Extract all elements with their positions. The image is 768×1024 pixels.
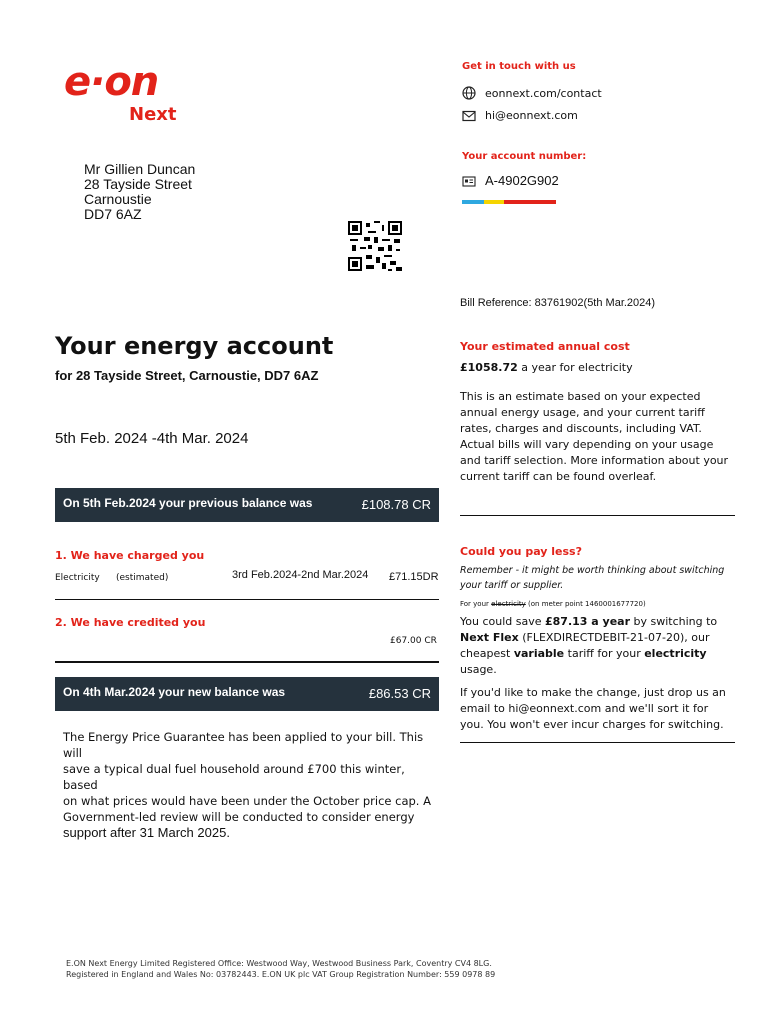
customer-name: Mr Gillien Duncan bbox=[84, 161, 196, 177]
remember-note bbox=[460, 563, 738, 593]
meter-suffix: (on meter point 1460001677720) bbox=[525, 600, 646, 608]
epg-note bbox=[63, 729, 435, 841]
footer-line: E.ON Next Energy Limited Registered Office: Westwood Way, Westwood Business Park, Coventry CV4 8LG. bbox=[66, 959, 492, 968]
annual-cost-amount: £1058.72 bbox=[460, 361, 518, 374]
footer-line: Registered in England and Wales No: 03782443. E.ON UK plc VAT Group Registration Number: 559 0978 89 bbox=[66, 970, 496, 979]
switch-line: email to hi@eonnext.com and we'll sort it for bbox=[460, 702, 709, 715]
charge-period: 3rd Feb.2024-2nd Mar.2024 bbox=[232, 569, 369, 581]
credited-heading: 2. We have credited you bbox=[55, 616, 206, 629]
save-mid: by switching to bbox=[630, 615, 718, 628]
divider bbox=[55, 661, 439, 663]
footer bbox=[66, 958, 495, 980]
previous-balance-bar bbox=[55, 488, 439, 522]
annual-cost-heading: Your estimated annual cost bbox=[460, 340, 630, 353]
charge-amount-row bbox=[389, 571, 439, 583]
divider bbox=[55, 599, 439, 600]
savings-line: usage. bbox=[460, 663, 497, 676]
eon-logo: e·on bbox=[64, 59, 159, 105]
remember-line: your tariff or supplier. bbox=[460, 580, 564, 591]
tariff-name: Next Flex bbox=[460, 631, 519, 644]
new-balance-value: £86.53 CR bbox=[368, 686, 431, 701]
previous-balance-label: On 5th Feb.2024 your previous balance was bbox=[63, 496, 313, 510]
epg-line: on what prices would have been under the October price cap. A bbox=[63, 794, 431, 808]
color-bar-yellow bbox=[484, 200, 504, 204]
charge-suffix: DR bbox=[422, 571, 439, 583]
customer-address bbox=[84, 162, 195, 222]
cheapest-prefix: cheapest bbox=[460, 647, 514, 660]
epg-line: support after 31 March 2025. bbox=[63, 825, 230, 840]
charge-type: Electricity bbox=[55, 573, 100, 583]
page-subtitle: for 28 Tayside Street, Carnoustie, DD7 6AZ bbox=[55, 368, 319, 383]
address-line-1: 28 Tayside Street bbox=[84, 176, 192, 192]
color-bar-blue bbox=[462, 200, 484, 204]
explainer-line: rates, charges and discounts, including VAT. bbox=[460, 422, 702, 435]
save-prefix: You could save bbox=[460, 615, 545, 628]
explainer-line: and tariff selection. More information about your bbox=[460, 454, 729, 467]
qr-code-icon bbox=[348, 221, 402, 271]
divider bbox=[460, 515, 735, 516]
id-card-icon bbox=[462, 175, 476, 187]
address-line-2: Carnoustie bbox=[84, 191, 152, 207]
credit-amount: £67.00 CR bbox=[390, 636, 437, 646]
account-number-heading: Your account number: bbox=[462, 151, 587, 162]
new-balance-label: On 4th Mar.2024 your new balance was bbox=[63, 685, 286, 699]
cheapest-variable: variable bbox=[513, 647, 565, 660]
epg-line: The Energy Price Guarantee has been applied to your bill. This will bbox=[63, 730, 424, 760]
previous-balance-value: £108.78 CR bbox=[361, 497, 431, 512]
epg-line: Government-led review will be conducted to consider energy bbox=[63, 810, 415, 824]
cheapest-fuel: electricity bbox=[644, 647, 707, 660]
savings-line bbox=[460, 646, 738, 662]
switch-line: If you'd like to make the change, just drop us an bbox=[460, 686, 726, 699]
tariff-code: (FLEXDIRECTDEBIT-21-07-20), our bbox=[518, 631, 710, 644]
savings-line bbox=[460, 614, 738, 630]
page-title: Your energy account bbox=[55, 332, 334, 360]
annual-cost-explainer bbox=[460, 389, 738, 485]
contact-email-link[interactable]: hi@eonnext.com bbox=[485, 109, 578, 122]
switch-line: you. You won't ever incur charges for switching. bbox=[460, 718, 724, 731]
bill-reference: Bill Reference: 83761902(5th Mar.2024) bbox=[460, 297, 656, 309]
new-balance-bar bbox=[55, 677, 439, 711]
account-number-value: A-4902G902 bbox=[485, 173, 559, 188]
contact-heading: Get in touch with us bbox=[462, 61, 576, 72]
remember-line: Remember - it might be worth thinking about switching bbox=[460, 565, 725, 576]
annual-cost-amount-row bbox=[460, 360, 738, 376]
savings-line bbox=[460, 630, 738, 646]
contact-email-row bbox=[462, 109, 578, 122]
annual-cost-suffix: a year for electricity bbox=[517, 361, 633, 374]
explainer-line: This is an estimate based on your expected bbox=[460, 390, 701, 403]
meter-point-note bbox=[460, 599, 738, 609]
charge-note: (estimated) bbox=[116, 573, 169, 583]
explainer-line: annual energy usage, and your current tariff bbox=[460, 406, 705, 419]
meter-fuel: electricity bbox=[491, 600, 526, 608]
switch-paragraph bbox=[460, 685, 738, 733]
save-amount: £87.13 a year bbox=[545, 615, 631, 628]
contact-website-link[interactable]: eonnext.com/contact bbox=[485, 86, 602, 100]
mail-icon bbox=[462, 110, 476, 122]
pay-less-heading: Could you pay less? bbox=[460, 545, 582, 558]
globe-icon bbox=[462, 86, 476, 100]
address-postcode: DD7 6AZ bbox=[84, 206, 142, 222]
explainer-line: Actual bills will vary depending on your usage bbox=[460, 438, 714, 451]
account-number-row bbox=[462, 173, 559, 188]
cheapest-mid: tariff for your bbox=[564, 647, 645, 660]
charged-heading: 1. We have charged you bbox=[55, 549, 205, 562]
next-logo-text: Next bbox=[129, 104, 177, 125]
charge-amount: £71.15 bbox=[389, 571, 423, 583]
explainer-line: current tariff can be found overleaf. bbox=[460, 470, 657, 483]
color-bar-red bbox=[504, 200, 556, 204]
billing-period: 5th Feb. 2024 -4th Mar. 2024 bbox=[55, 430, 249, 447]
contact-website-row bbox=[462, 86, 602, 100]
savings-paragraph bbox=[460, 614, 738, 678]
epg-line: save a typical dual fuel household around £700 this winter, based bbox=[63, 762, 405, 792]
meter-prefix: For your bbox=[460, 600, 492, 608]
divider bbox=[460, 742, 735, 743]
